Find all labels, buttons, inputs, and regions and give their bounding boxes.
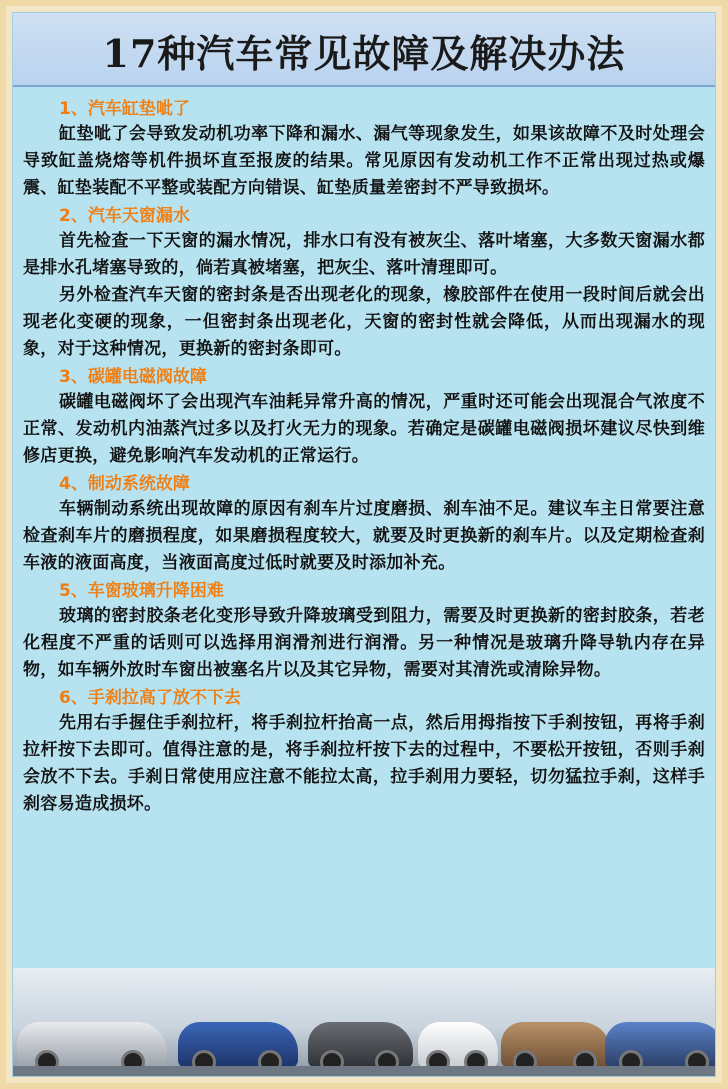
section-paragraph: 玻璃的密封胶条老化变形导致升降玻璃受到阻力，需要及时更换新的密封胶条，若老化程度不严重的话则可以选择用润滑剂进行润滑。另一种情况是玻璃升降导轨内存在异物，如车辆外放时车窗出被塞名片以及其它异物，需要对其清洗或清除异物。 xyxy=(23,606,705,680)
car-blue-gray xyxy=(605,1022,715,1068)
car-blue xyxy=(178,1022,298,1068)
car-banner-image xyxy=(13,968,715,1076)
title-bar xyxy=(13,13,715,87)
section-heading: 1、汽车缸垫呲了 xyxy=(59,99,190,119)
section-heading: 2、汽车天窗漏水 xyxy=(59,206,190,226)
car-bronze xyxy=(501,1022,611,1068)
section-heading: 4、制动系统故障 xyxy=(59,474,190,494)
page-title: 17种汽车常见故障及解决办法 xyxy=(102,30,626,76)
article-content xyxy=(23,95,705,818)
car-white xyxy=(418,1022,498,1068)
car-dark-gray xyxy=(308,1022,413,1068)
section-paragraph: 先用右手握住手刹拉杆，将手刹拉杆抬高一点，然后用拇指按下手刹按钮，再将手刹拉杆按下去即可。值得注意的是，将手刹拉杆按下去的过程中，不要松开按钮，否则手刹会放不下去。手刹日常使用应注意不能拉太高，拉手刹用力要轻，切勿猛拉手刹，这样手刹容易造成损坏。 xyxy=(23,713,705,814)
section-paragraph: 首先检查一下天窗的漏水情况，排水口有没有被灰尘、落叶堵塞，大多数天窗漏水都是排水孔堵塞导致的，倘若真被堵塞，把灰尘、落叶清理即可。 xyxy=(23,231,705,278)
poster-body xyxy=(12,12,716,1077)
section-heading: 3、碳罐电磁阀故障 xyxy=(59,367,207,387)
section-heading: 5、车窗玻璃升降困难 xyxy=(59,581,224,601)
section-paragraph: 缸垫呲了会导致发动机功率下降和漏水、漏气等现象发生，如果该故障不及时处理会导致缸盖烧熔等机件损坏直至报废的结果。常见原因有发动机工作不正常出现过热或爆震、缸垫装配不平整或装配方向错误、缸垫质量差密封不严导致损坏。 xyxy=(23,124,705,198)
road xyxy=(13,1066,715,1076)
section-heading: 6、手刹拉高了放不下去 xyxy=(59,688,241,708)
section-paragraph: 另外检查汽车天窗的密封条是否出现老化的现象，橡胶部件在使用一段时间后就会出现老化变硬的现象，一但密封条出现老化，天窗的密封性就会降低，从而出现漏水的现象，对于这种情况，更换新的密封条即可。 xyxy=(23,285,705,359)
section-paragraph: 车辆制动系统出现故障的原因有刹车片过度磨损、刹车油不足。建议车主日常要注意检查刹车片的磨损程度，如果磨损程度较大，就要及时更换新的刹车片。以及定期检查刹车液的液面高度，当液面高度过低时就要及时添加补充。 xyxy=(23,499,705,573)
car-silver xyxy=(17,1022,167,1068)
section-paragraph: 碳罐电磁阀坏了会出现汽车油耗异常升高的情况，严重时还可能会出现混合气浓度不正常、发动机内油蒸汽过多以及打火无力的现象。若确定是碳罐电磁阀损坏建议尽快到维修店更换，避免影响汽车发动机的正常运行。 xyxy=(23,392,705,466)
